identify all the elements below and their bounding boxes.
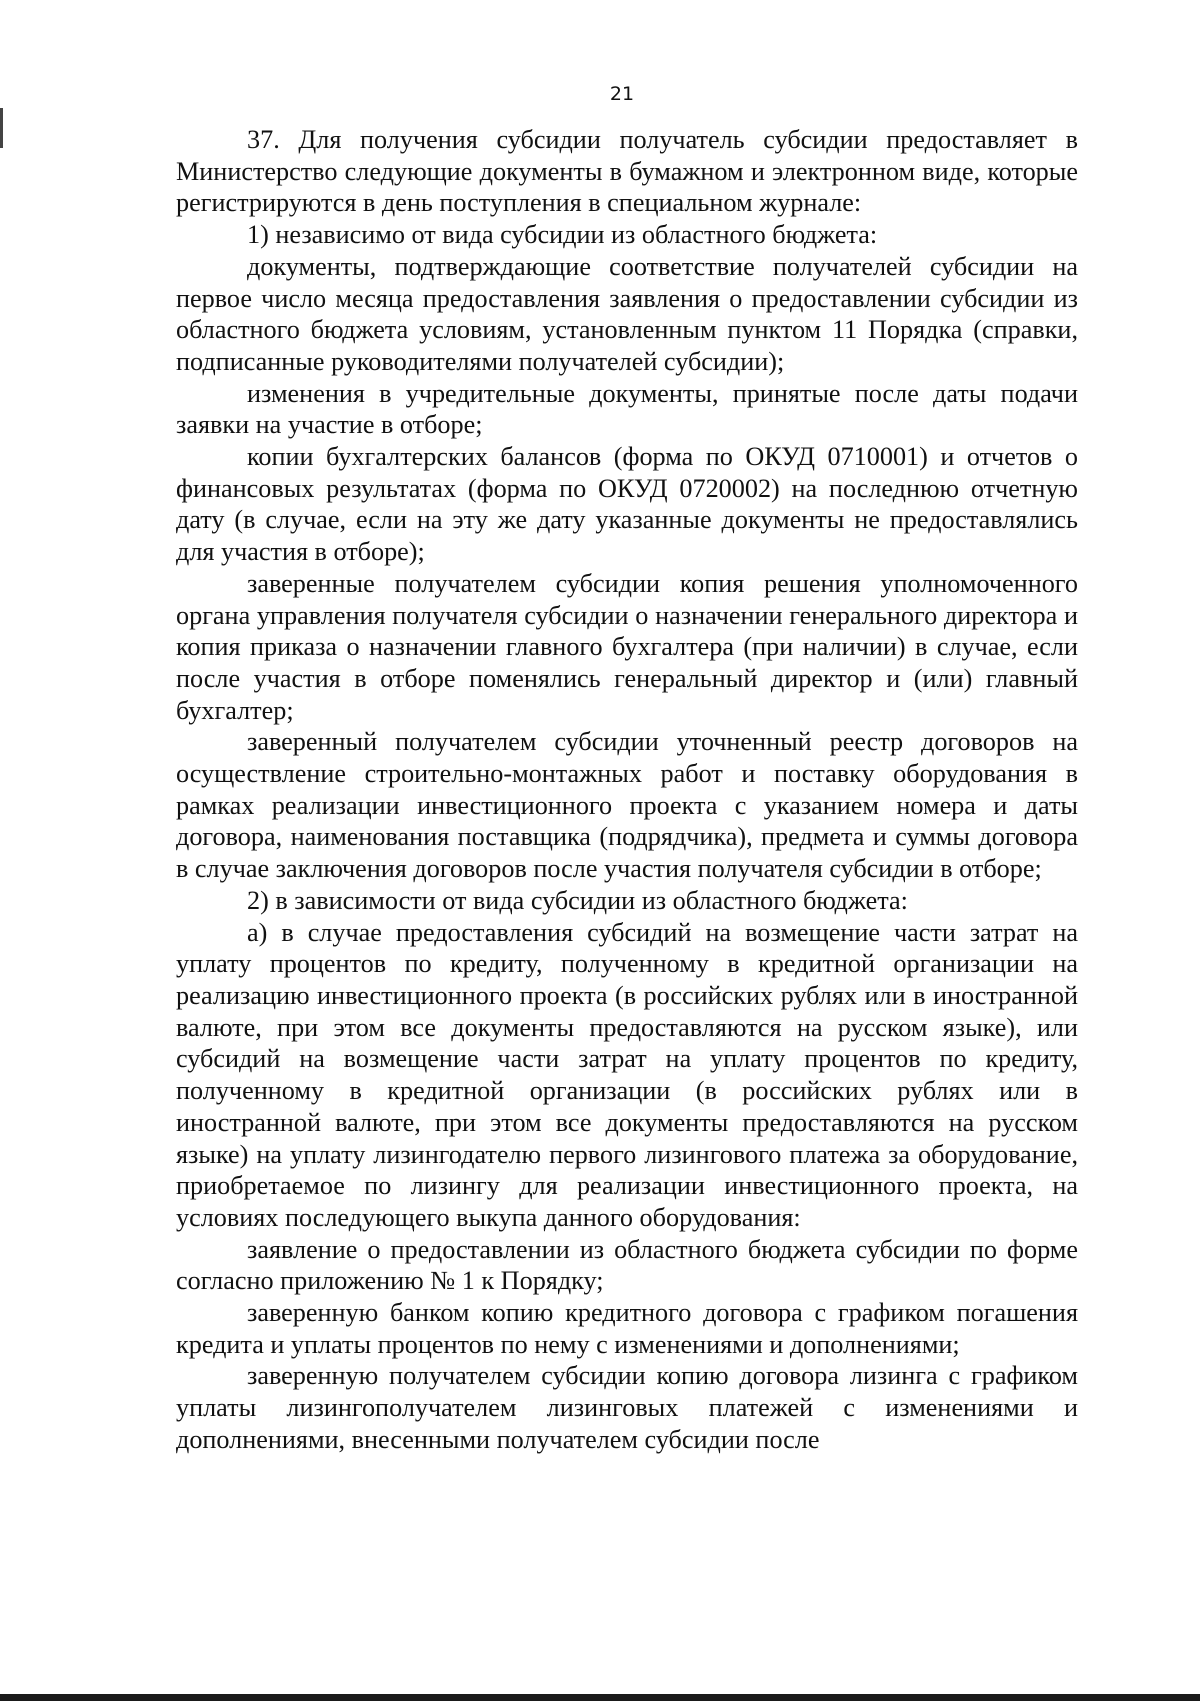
document-body <box>176 124 1078 1456</box>
paragraph-item-2a: а) в случае предоставления субсидий на возмещение части затрат на уплату процентов по кредиту, полученному в кредитной организации на реализацию инвестиционного проекта (в российских рублях или в иностранной валюте, при этом все документы предоставляются на русском языке), или субсидий на возмещение части затрат на уплату процентов по кредиту, полученному в кредитной организации (в российских рублях или в иностранной валюте, при этом все документы предоставляются на русском языке) на уплату лизингодателю первого лизингового платежа за оборудование, приобретаемое по лизингу для реализации инвестиционного проекта, на условиях последующего выкупа данного оборудования: <box>176 917 1078 1232</box>
paragraph-application: заявление о предоставлении из областного бюджета субсидии по форме согласно приложению № 1 к Порядку; <box>176 1234 1078 1296</box>
paragraph-contracts-register: заверенный получателем субсидии уточненный реестр договоров на осуществление строительно-монтажных работ и поставку оборудования в рамках реализации инвестиционного проекта с указанием номера и даты договора, наименования поставщика (подрядчика), предмета и суммы договора в случае заключения договоров после участия получателя субсидии в отборе; <box>176 727 1078 884</box>
paragraph-director-appointment: заверенные получателем субсидии копия решения уполномоченного органа управления получателя субсидии о назначении генерального директора и копия приказа о назначении главного бухгалтера (при наличии) в случае, если после участия в отборе поменялись генеральный директор и (или) главный бухгалтер; <box>176 568 1078 725</box>
paragraph-item-2: 2) в зависимости от вида субсидии из областного бюджета: <box>247 885 908 915</box>
paragraph-charter-changes: изменения в учредительные документы, принятые после даты подачи заявки на участие в отборе; <box>176 378 1078 440</box>
paragraph-item-1: 1) независимо от вида субсидии из областного бюджета: <box>247 220 878 250</box>
paragraph-credit-agreement: заверенную банком копию кредитного договора с графиком погашения кредита и уплаты процентов по нему с изменениями и дополнениями; <box>176 1298 1078 1359</box>
paragraph-balance-sheets: копии бухгалтерских балансов (форма по ОКУД 0710001) и отчетов о финансовых результатах (форма по ОКУД 0720002) на последнюю отчетную дату (в случае, если на эту же дату указанные документы не предоставлялись для участия в отборе); <box>176 442 1078 567</box>
paragraph-compliance-documents: документы, подтверждающие соответствие получателей субсидии на первое число месяца предоставления заявления о предоставлении субсидии из областного бюджета условиям, установленным пунктом 11 Порядка (справки, подписанные руководителями получателей субсидии); <box>176 251 1078 376</box>
scan-edge-bottom <box>0 1694 1200 1701</box>
scan-edge-mark <box>0 108 3 148</box>
paragraph-37: 37. Для получения субсидии получатель субсидии предоставляет в Министерство следующие документы в бумажном и электронном виде, которые регистрируются в день поступления в специальном журнале: <box>176 125 1078 218</box>
page-number: 21 <box>609 83 635 105</box>
paragraph-leasing-agreement: заверенную получателем субсидии копию договора лизинга с графиком уплаты лизингополучателем лизинговых платежей с изменениями и дополнениями, внесенными получателем субсидии после <box>176 1361 1078 1454</box>
